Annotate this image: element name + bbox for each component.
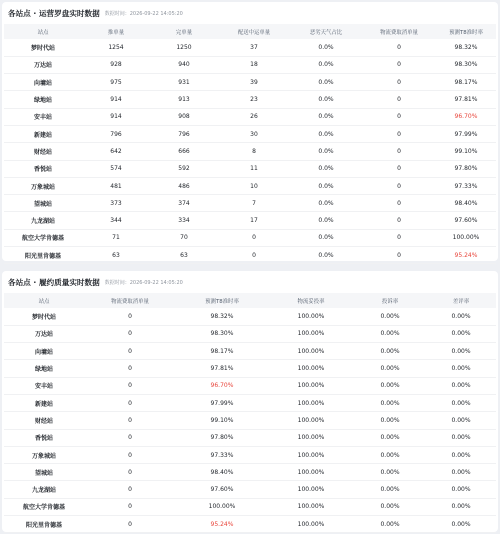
fee-cancel-orders-cell: 0	[84, 325, 176, 342]
fee-cancel-orders-cell: 0	[84, 429, 176, 446]
table-row[interactable]	[4, 125, 496, 142]
panel-title: 各站点 · 运营罗盘实时数据	[8, 8, 100, 18]
negative-review-rate-cell: 0.00%	[426, 394, 496, 411]
bad-weather-ratio-cell: 0.0%	[290, 143, 362, 160]
table-row[interactable]	[4, 446, 496, 463]
fee-cancel-orders-cell: 0	[84, 516, 176, 533]
t8-ontime-rate-cell: 97.60%	[176, 481, 268, 498]
t8-ontime-rate-cell: 98.40%	[436, 195, 496, 212]
table-row[interactable]	[4, 195, 496, 212]
fee-cancel-orders-cell: 0	[84, 394, 176, 411]
t8-ontime-rate-cell: 98.32%	[436, 39, 496, 56]
complaint-rate-cell: 0.00%	[354, 464, 426, 481]
table-row[interactable]	[4, 39, 496, 56]
fulfillment-quality-panel	[2, 271, 498, 532]
t8-ontime-rate-cell: 99.10%	[436, 143, 496, 160]
delivery-success-rate-cell: 100.00%	[268, 464, 354, 481]
station-name-cell: 财经站	[4, 412, 84, 429]
bad-weather-ratio-cell: 0.0%	[290, 229, 362, 246]
delivering-orders-cell: 0	[218, 229, 290, 246]
table-row[interactable]	[4, 377, 496, 394]
table-row[interactable]	[4, 56, 496, 73]
complaint-rate-cell: 0.00%	[354, 360, 426, 377]
negative-review-rate-cell: 0.00%	[426, 412, 496, 429]
table-row[interactable]	[4, 91, 496, 108]
fee-cancel-orders-cell: 0	[84, 343, 176, 360]
table-row[interactable]	[4, 108, 496, 125]
fee-cancel-orders-cell: 0	[84, 308, 176, 325]
delivery-success-rate-cell: 100.00%	[268, 394, 354, 411]
operations-table	[4, 24, 496, 264]
delivering-orders-cell: 37	[218, 39, 290, 56]
t8-ontime-rate-cell: 97.33%	[176, 446, 268, 463]
t8-ontime-rate-cell: 96.70%	[436, 108, 496, 125]
table-row[interactable]	[4, 516, 496, 533]
fee-cancel-orders-cell: 0	[362, 39, 436, 56]
delivery-success-rate-cell: 100.00%	[268, 498, 354, 515]
delivering-orders-cell: 30	[218, 125, 290, 142]
t8-ontime-rate-cell: 97.80%	[176, 429, 268, 446]
station-name-cell: 万达站	[4, 56, 82, 73]
fee-cancel-orders-cell: 0	[362, 212, 436, 229]
push-orders-cell: 344	[82, 212, 150, 229]
fee-cancel-orders-cell: 0	[362, 143, 436, 160]
bad-weather-ratio-cell: 0.0%	[290, 195, 362, 212]
completed-orders-cell: 931	[150, 74, 218, 91]
negative-review-rate-cell: 0.00%	[426, 481, 496, 498]
column-header-station[interactable]: 站点	[4, 24, 82, 39]
negative-review-rate-cell: 0.00%	[426, 325, 496, 342]
push-orders-cell: 928	[82, 56, 150, 73]
delivering-orders-cell: 7	[218, 195, 290, 212]
column-header-complaint-rate[interactable]: 投诉率	[354, 293, 426, 308]
delivery-success-rate-cell: 100.00%	[268, 429, 354, 446]
delivering-orders-cell: 18	[218, 56, 290, 73]
t8-ontime-rate-cell: 97.81%	[176, 360, 268, 377]
fee-cancel-orders-cell: 0	[84, 446, 176, 463]
push-orders-cell: 975	[82, 74, 150, 91]
delivery-success-rate-cell: 100.00%	[268, 377, 354, 394]
delivering-orders-cell: 39	[218, 74, 290, 91]
t8-ontime-rate-cell: 98.30%	[176, 325, 268, 342]
table-row[interactable]	[4, 498, 496, 515]
table-row[interactable]	[4, 160, 496, 177]
station-name-cell: 梦时代站	[4, 39, 82, 56]
fulfillment-table	[4, 293, 496, 533]
station-name-cell: 安丰站	[4, 377, 84, 394]
fee-cancel-orders-cell: 0	[84, 464, 176, 481]
column-header-completed-orders[interactable]: 完单量	[150, 24, 218, 39]
station-name-cell: 绿地站	[4, 91, 82, 108]
column-header-fee-cancel-orders[interactable]: 物流费取消单量	[362, 24, 436, 39]
table-row[interactable]	[4, 429, 496, 446]
table-row[interactable]	[4, 143, 496, 160]
station-name-cell: 航空大学肯德基	[4, 498, 84, 515]
push-orders-cell: 63	[82, 247, 150, 264]
complaint-rate-cell: 0.00%	[354, 446, 426, 463]
push-orders-cell: 574	[82, 160, 150, 177]
push-orders-cell: 914	[82, 91, 150, 108]
column-header-fee-cancel-orders[interactable]: 物流费取消单量	[84, 293, 176, 308]
push-orders-cell: 796	[82, 125, 150, 142]
push-orders-cell: 914	[82, 108, 150, 125]
delivery-success-rate-cell: 100.00%	[268, 360, 354, 377]
t8-ontime-rate-cell: 95.24%	[436, 247, 496, 264]
delivery-success-rate-cell: 100.00%	[268, 343, 354, 360]
fee-cancel-orders-cell: 0	[362, 247, 436, 264]
delivering-orders-cell: 8	[218, 143, 290, 160]
push-orders-cell: 642	[82, 143, 150, 160]
fee-cancel-orders-cell: 0	[362, 74, 436, 91]
fee-cancel-orders-cell: 0	[84, 360, 176, 377]
delivery-success-rate-cell: 100.00%	[268, 412, 354, 429]
fee-cancel-orders-cell: 0	[362, 56, 436, 73]
table-header-row	[4, 293, 496, 308]
completed-orders-cell: 908	[150, 108, 218, 125]
bad-weather-ratio-cell: 0.0%	[290, 212, 362, 229]
push-orders-cell: 71	[82, 229, 150, 246]
fee-cancel-orders-cell: 0	[362, 108, 436, 125]
delivering-orders-cell: 11	[218, 160, 290, 177]
fee-cancel-orders-cell: 0	[362, 160, 436, 177]
station-name-cell: 阳光里肯德基	[4, 247, 82, 264]
bad-weather-ratio-cell: 0.0%	[290, 125, 362, 142]
station-name-cell: 向墉站	[4, 74, 82, 91]
delivery-success-rate-cell: 100.00%	[268, 516, 354, 533]
t8-ontime-rate-cell: 98.17%	[176, 343, 268, 360]
bad-weather-ratio-cell: 0.0%	[290, 91, 362, 108]
table-row[interactable]	[4, 229, 496, 246]
completed-orders-cell: 374	[150, 195, 218, 212]
delivery-success-rate-cell: 100.00%	[268, 446, 354, 463]
completed-orders-cell: 63	[150, 247, 218, 264]
table-row[interactable]	[4, 74, 496, 91]
table-row[interactable]	[4, 247, 496, 264]
station-name-cell: 万象城站	[4, 177, 82, 194]
table-row[interactable]	[4, 325, 496, 342]
column-header-station[interactable]: 站点	[4, 293, 84, 308]
station-name-cell: 航空大学肯德基	[4, 229, 82, 246]
fee-cancel-orders-cell: 0	[362, 91, 436, 108]
completed-orders-cell: 592	[150, 160, 218, 177]
operations-compass-panel	[2, 2, 498, 261]
fee-cancel-orders-cell: 0	[362, 229, 436, 246]
delivery-success-rate-cell: 100.00%	[268, 325, 354, 342]
table-row[interactable]	[4, 464, 496, 481]
delivering-orders-cell: 26	[218, 108, 290, 125]
complaint-rate-cell: 0.00%	[354, 412, 426, 429]
table-row[interactable]	[4, 394, 496, 411]
table-row[interactable]	[4, 481, 496, 498]
negative-review-rate-cell: 0.00%	[426, 498, 496, 515]
column-header-delivery-success-rate[interactable]: 物流妥投率	[268, 293, 354, 308]
station-name-cell: 九龙湖站	[4, 212, 82, 229]
complaint-rate-cell: 0.00%	[354, 343, 426, 360]
station-name-cell: 万达站	[4, 325, 84, 342]
fee-cancel-orders-cell: 0	[362, 195, 436, 212]
station-name-cell: 万象城站	[4, 446, 84, 463]
push-orders-cell: 481	[82, 177, 150, 194]
station-name-cell: 财经站	[4, 143, 82, 160]
delivery-success-rate-cell: 100.00%	[268, 481, 354, 498]
table-row[interactable]	[4, 308, 496, 325]
bad-weather-ratio-cell: 0.0%	[290, 177, 362, 194]
column-header-push-orders[interactable]: 推单量	[82, 24, 150, 39]
table-row[interactable]	[4, 412, 496, 429]
completed-orders-cell: 486	[150, 177, 218, 194]
t8-ontime-rate-cell: 97.99%	[176, 394, 268, 411]
negative-review-rate-cell: 0.00%	[426, 377, 496, 394]
complaint-rate-cell: 0.00%	[354, 481, 426, 498]
delivering-orders-cell: 0	[218, 247, 290, 264]
t8-ontime-rate-cell: 100.00%	[436, 229, 496, 246]
delivering-orders-cell: 23	[218, 91, 290, 108]
bad-weather-ratio-cell: 0.0%	[290, 39, 362, 56]
t8-ontime-rate-cell: 100.00%	[176, 498, 268, 515]
table-header-row	[4, 24, 496, 39]
negative-review-rate-cell: 0.00%	[426, 446, 496, 463]
t8-ontime-rate-cell: 97.33%	[436, 177, 496, 194]
station-name-cell: 望城站	[4, 464, 84, 481]
column-header-negative-review-rate[interactable]: 差评率	[426, 293, 496, 308]
completed-orders-cell: 913	[150, 91, 218, 108]
completed-orders-cell: 334	[150, 212, 218, 229]
delivering-orders-cell: 10	[218, 177, 290, 194]
complaint-rate-cell: 0.00%	[354, 394, 426, 411]
station-name-cell: 望城站	[4, 195, 82, 212]
t8-ontime-rate-cell: 97.99%	[436, 125, 496, 142]
station-name-cell: 安丰站	[4, 108, 82, 125]
fee-cancel-orders-cell: 0	[84, 412, 176, 429]
push-orders-cell: 1254	[82, 39, 150, 56]
station-name-cell: 梦时代站	[4, 308, 84, 325]
column-header-t8-ontime-rate[interactable]: 预测T8准时率	[176, 293, 268, 308]
station-name-cell: 向墉站	[4, 343, 84, 360]
fee-cancel-orders-cell: 0	[362, 125, 436, 142]
negative-review-rate-cell: 0.00%	[426, 308, 496, 325]
push-orders-cell: 373	[82, 195, 150, 212]
complaint-rate-cell: 0.00%	[354, 377, 426, 394]
negative-review-rate-cell: 0.00%	[426, 464, 496, 481]
t8-ontime-rate-cell: 99.10%	[176, 412, 268, 429]
fee-cancel-orders-cell: 0	[84, 377, 176, 394]
station-name-cell: 新建站	[4, 394, 84, 411]
negative-review-rate-cell: 0.00%	[426, 516, 496, 533]
t8-ontime-rate-cell: 95.24%	[176, 516, 268, 533]
delivering-orders-cell: 17	[218, 212, 290, 229]
panel-header	[2, 2, 498, 24]
fee-cancel-orders-cell: 0	[84, 498, 176, 515]
negative-review-rate-cell: 0.00%	[426, 429, 496, 446]
column-header-delivering-orders[interactable]: 配送中运单量	[218, 24, 290, 39]
bad-weather-ratio-cell: 0.0%	[290, 160, 362, 177]
station-name-cell: 阳光里肯德基	[4, 516, 84, 533]
completed-orders-cell: 70	[150, 229, 218, 246]
t8-ontime-rate-cell: 98.17%	[436, 74, 496, 91]
table-row[interactable]	[4, 343, 496, 360]
t8-ontime-rate-cell: 98.30%	[436, 56, 496, 73]
panel-title: 各站点 · 履约质量实时数据	[8, 277, 100, 287]
panel-header	[2, 271, 498, 293]
fee-cancel-orders-cell: 0	[362, 177, 436, 194]
completed-orders-cell: 940	[150, 56, 218, 73]
t8-ontime-rate-cell: 97.80%	[436, 160, 496, 177]
completed-orders-cell: 1250	[150, 39, 218, 56]
t8-ontime-rate-cell: 98.40%	[176, 464, 268, 481]
column-header-t8-ontime-rate[interactable]: 预测T8准时率	[436, 24, 496, 39]
bad-weather-ratio-cell: 0.0%	[290, 108, 362, 125]
station-name-cell: 香悦站	[4, 160, 82, 177]
table-row[interactable]	[4, 360, 496, 377]
completed-orders-cell: 666	[150, 143, 218, 160]
complaint-rate-cell: 0.00%	[354, 308, 426, 325]
station-name-cell: 香悦站	[4, 429, 84, 446]
bad-weather-ratio-cell: 0.0%	[290, 74, 362, 91]
column-header-bad-weather-ratio[interactable]: 恶劣天气占比	[290, 24, 362, 39]
bad-weather-ratio-cell: 0.0%	[290, 56, 362, 73]
delivery-success-rate-cell: 100.00%	[268, 308, 354, 325]
update-timestamp: 数据时间：2026-09-22 14:05:20	[104, 10, 183, 17]
station-name-cell: 绿地站	[4, 360, 84, 377]
complaint-rate-cell: 0.00%	[354, 429, 426, 446]
table-row[interactable]	[4, 177, 496, 194]
complaint-rate-cell: 0.00%	[354, 325, 426, 342]
t8-ontime-rate-cell: 97.60%	[436, 212, 496, 229]
complaint-rate-cell: 0.00%	[354, 498, 426, 515]
complaint-rate-cell: 0.00%	[354, 516, 426, 533]
table-row[interactable]	[4, 212, 496, 229]
t8-ontime-rate-cell: 96.70%	[176, 377, 268, 394]
update-timestamp: 数据时间：2026-09-22 14:05:20	[104, 279, 183, 286]
station-name-cell: 新建站	[4, 125, 82, 142]
fee-cancel-orders-cell: 0	[84, 481, 176, 498]
station-name-cell: 九龙湖站	[4, 481, 84, 498]
t8-ontime-rate-cell: 97.81%	[436, 91, 496, 108]
negative-review-rate-cell: 0.00%	[426, 343, 496, 360]
negative-review-rate-cell: 0.00%	[426, 360, 496, 377]
bad-weather-ratio-cell: 0.0%	[290, 247, 362, 264]
completed-orders-cell: 796	[150, 125, 218, 142]
t8-ontime-rate-cell: 98.32%	[176, 308, 268, 325]
